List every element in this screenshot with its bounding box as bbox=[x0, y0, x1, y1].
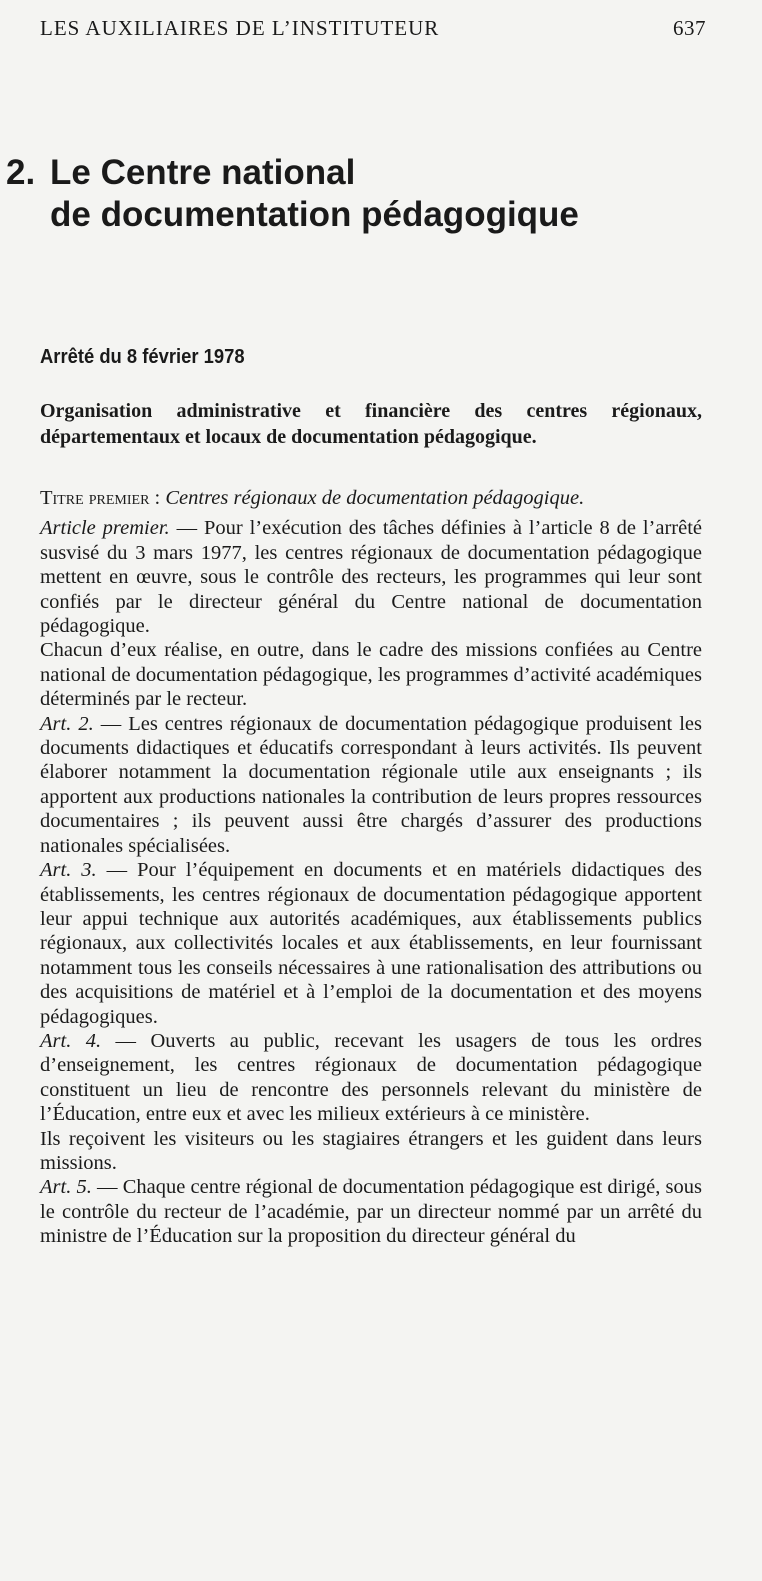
running-title: LES AUXILIAIRES DE L’INSTITUTEUR bbox=[40, 16, 440, 40]
article-text: — Pour l’équipement en documents et en matériels didactiques des établissements, les centres régionaux de documentation pédagogique apportent leur appui technique aux autorités académiques, aux établissements publics régionaux, aux collectivités locales et aux établissements, en leur fournissant notamment tous les conseils nécessaires à une rationalisation des attributions ou des acquisitions de matériel et à l’emploi de la documentation et des moyens pédagogiques. bbox=[40, 859, 703, 1028]
chapter-title-line-2: de documentation pédagogique bbox=[50, 195, 579, 234]
article-paragraph bbox=[40, 712, 702, 858]
article-paragraph bbox=[40, 1175, 702, 1248]
decree-subject: Organisation administrative et financière des centres régionaux, départementaux et locaux de documentation pédagogique. bbox=[40, 400, 702, 448]
chapter-number: 2. bbox=[6, 153, 36, 192]
article-label: Article premier. bbox=[40, 517, 170, 540]
title-heading bbox=[40, 486, 702, 510]
page-number: 637 bbox=[673, 16, 706, 40]
title-label: Titre premier : bbox=[40, 487, 161, 509]
decree-date: Arrêté du 8 février 1978 bbox=[40, 346, 245, 368]
article-text: Chacun d’eux réalise, en outre, dans le cadre des missions confiées au Centre national de documentation pédagogique, les programmes d’activité académiques déterminés par le recteur. bbox=[40, 639, 702, 711]
title-text: Centres régionaux de documentation pédagogique. bbox=[165, 487, 585, 509]
article-label: Art. 2. bbox=[40, 712, 94, 735]
article-label: Art. 4. bbox=[40, 1029, 102, 1052]
document-body bbox=[40, 486, 702, 1249]
article-paragraph bbox=[40, 858, 702, 1029]
article-text: — Ouverts au public, recevant les usagers de tous les ordres d’enseignement, les centres régionaux de documentation pédagogique constituent un lieu de rencontre des personnels relevant du ministère de l’Éducation, entre eux et avec les milieux extérieurs à ce ministère. bbox=[40, 1029, 703, 1126]
article-paragraph bbox=[40, 1029, 702, 1127]
article-text: — Pour l’exécution des tâches définies à l’article 8 de l’arrêté susvisé du 3 mars 1977, les centres régionaux de documentation pédagogique mettent en œuvre, sous le contrôle des recteurs, les programmes qui leur sont confiés par le directeur général du Centre national de documentation pédagogique. bbox=[40, 517, 703, 638]
running-header bbox=[40, 16, 706, 41]
chapter-title-line-1: Le Centre national bbox=[50, 153, 356, 192]
article-text: — Chaque centre régional de documentation pédagogique est dirigé, sous le contrôle du recteur de l’académie, par un directeur nommé par un arrêté du ministre de l’Éducation sur la proposition du directeur général du bbox=[40, 1176, 703, 1248]
chapter-heading bbox=[6, 152, 579, 236]
article-text: — Les centres régionaux de documentation pédagogique produisent les documents didactiques et éducatifs correspondant à leurs activités. Ils peuvent élaborer notamment la documentation régionale utile aux enseignants ; ils apportent aux productions nationales la contribution de leurs propres ressources documentaires ; ils peuvent aussi être chargés d’assurer des productions nationales spécialisées. bbox=[40, 712, 703, 857]
article-text: Ils reçoivent les visiteurs ou les stagiaires étrangers et les guident dans leurs missions. bbox=[40, 1127, 702, 1174]
article-paragraph bbox=[40, 638, 702, 711]
article-paragraph bbox=[40, 516, 702, 638]
article-label: Art. 5. bbox=[40, 1176, 92, 1199]
article-paragraph bbox=[40, 1127, 702, 1176]
article-label: Art. 3. bbox=[40, 859, 97, 882]
